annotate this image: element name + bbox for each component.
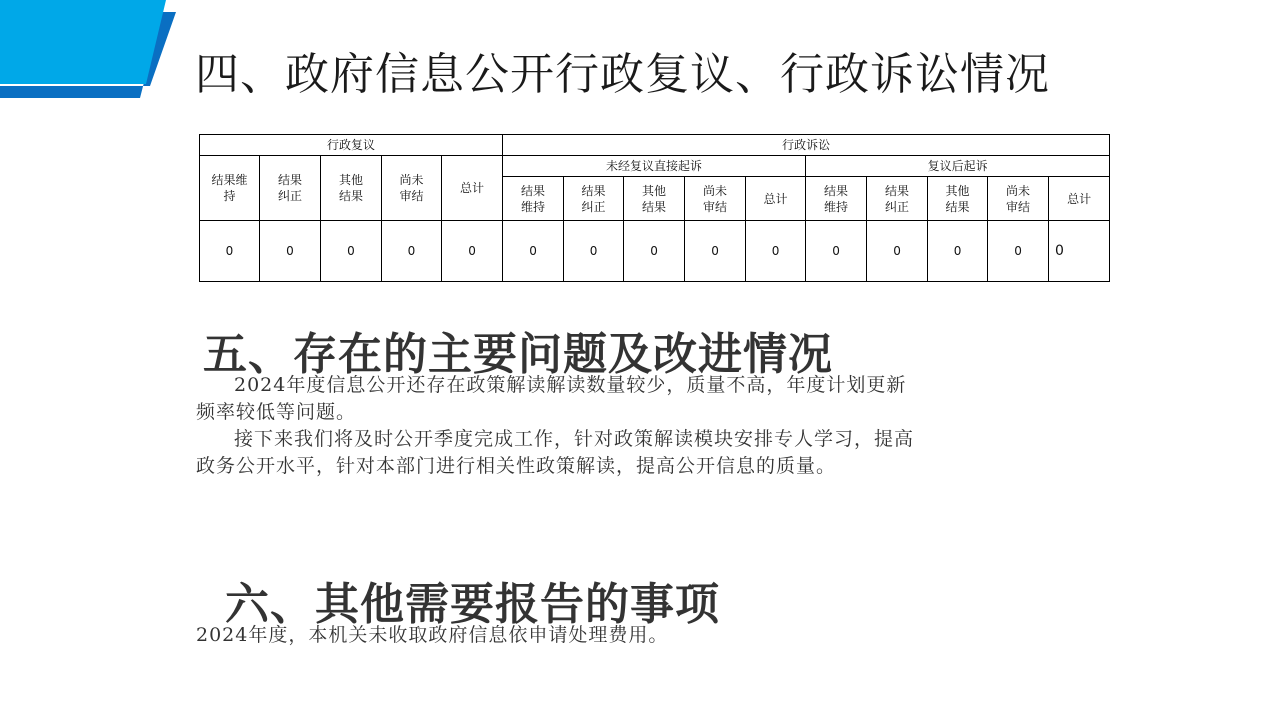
direct-col-header: 总计 bbox=[746, 177, 806, 221]
subgroup-header-after-review: 复议后起诉 bbox=[806, 156, 1110, 177]
direct-col-header: 尚未审结 bbox=[685, 177, 746, 221]
table-cell: 0 bbox=[260, 221, 321, 282]
direct-col-header: 结果纠正 bbox=[564, 177, 624, 221]
litigation-table bbox=[199, 134, 1110, 282]
table-cell: 0 bbox=[988, 221, 1049, 282]
section6-paragraph: 2024年度，本机关未收取政府信息依申请处理费用。 bbox=[196, 624, 669, 646]
table-cell: 0 bbox=[928, 221, 988, 282]
section5-paragraph: 接下来我们将及时公开季度完成工作，针对政策解读模块安排专人学习，提高政务公开水平，针对本部门进行相关性政策解读，提高公开信息的质量。 bbox=[196, 428, 915, 477]
group-header-litigation: 行政诉讼 bbox=[503, 135, 1110, 156]
corner-light-band bbox=[0, 0, 166, 84]
table-cell: 0 bbox=[685, 221, 746, 282]
review-col-header: 尚未审结 bbox=[382, 156, 442, 221]
section5-title: 五、存在的主要问题及改进情况 bbox=[203, 329, 833, 380]
direct-col-header: 其他结果 bbox=[624, 177, 685, 221]
after-col-header: 总计 bbox=[1049, 177, 1110, 221]
table-cell: 0 bbox=[806, 221, 867, 282]
table-cell: 0 bbox=[624, 221, 685, 282]
section5-paragraph: 2024年度信息公开还存在政策解读解读数量较少，质量不高，年度计划更新频率较低等问题。 bbox=[196, 374, 907, 423]
table-row bbox=[200, 221, 1110, 282]
section4-title: 四、政府信息公开行政复议、行政诉讼情况 bbox=[195, 49, 1050, 100]
table-cell: 0 bbox=[746, 221, 806, 282]
table-cell: 0 bbox=[382, 221, 442, 282]
table-cell: 0 bbox=[867, 221, 928, 282]
after-col-header: 尚未审结 bbox=[988, 177, 1049, 221]
group-header-review: 行政复议 bbox=[200, 135, 503, 156]
review-col-header: 其他结果 bbox=[321, 156, 382, 221]
table-cell: 0 bbox=[503, 221, 564, 282]
after-col-header: 结果维持 bbox=[806, 177, 867, 221]
table-cell: 0 bbox=[200, 221, 260, 282]
table-cell: 0 bbox=[564, 221, 624, 282]
subgroup-header-direct: 未经复议直接起诉 bbox=[503, 156, 806, 177]
table-cell: 0 bbox=[321, 221, 382, 282]
table-cell: 0 bbox=[442, 221, 503, 282]
table-cell: 0 bbox=[1049, 221, 1110, 282]
after-col-header: 其他结果 bbox=[928, 177, 988, 221]
review-col-header: 总计 bbox=[442, 156, 503, 221]
after-col-header: 结果纠正 bbox=[867, 177, 928, 221]
review-col-header: 结果纠正 bbox=[260, 156, 321, 221]
section6-title: 六、其他需要报告的事项 bbox=[225, 579, 720, 630]
corner-banner-shape bbox=[0, 0, 180, 100]
direct-col-header: 结果维持 bbox=[503, 177, 564, 221]
review-col-header: 结果维持 bbox=[200, 156, 260, 221]
section5-body bbox=[196, 372, 926, 480]
